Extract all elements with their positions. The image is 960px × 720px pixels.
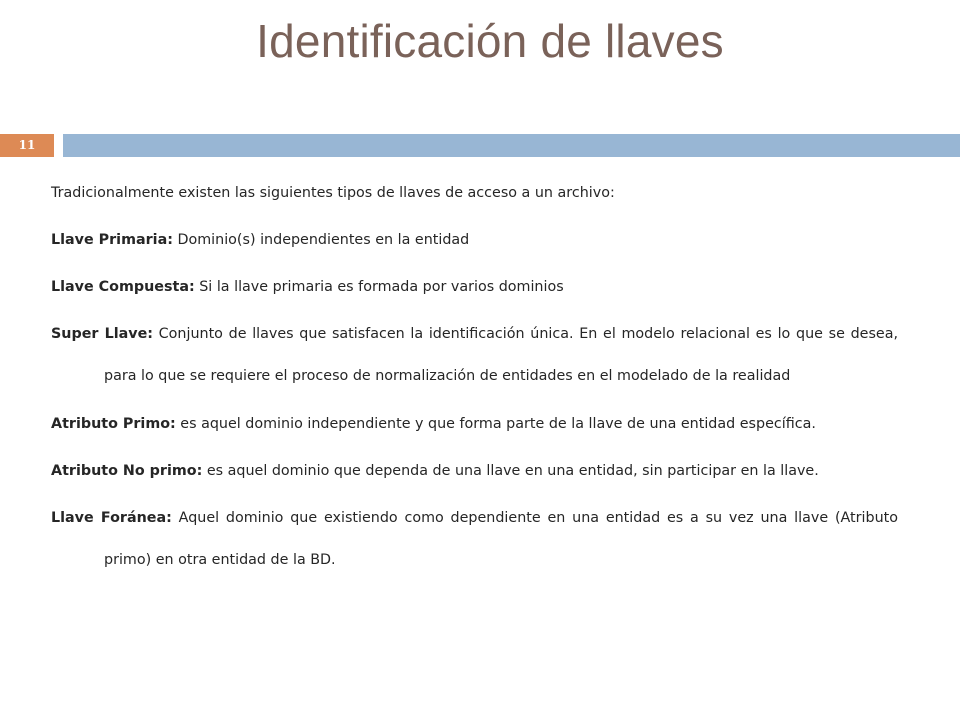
definition-term: Llave Primaria: [51,232,173,248]
definition-text: es aquel dominio que dependa de una llave en una entidad, sin participar en la llave. [202,463,819,479]
definition-term: Atributo Primo: [51,416,176,432]
definition-term: Llave Foránea: [51,510,172,526]
definition-text: Aquel dominio que existiendo como dependiente en una entidad es a su vez una llave (Atributo primo) en otra entidad de la BD. [104,510,898,568]
definition-text: Dominio(s) independientes en la entidad [172,232,470,248]
definition-term: Atributo No primo: [51,463,203,479]
intro-paragraph: Tradicionalmente existen las siguientes tipos de llaves de acceso a un archivo: [51,185,615,201]
definition-llave-compuesta [51,274,898,300]
definition-term: Super Llave: [51,326,153,342]
definition-text: Conjunto de llaves que satisfacen la identificación única. En el modelo relacional es lo que se desea, para lo que se requiere el proceso de normalización de entidades en el modelado de la realidad [104,326,898,384]
definition-text: es aquel dominio independiente y que forma parte de la llave de una entidad específica. [175,416,816,432]
slide-content [51,180,898,602]
definition-atributo-primo [51,411,898,437]
definition-super-llave [51,313,898,397]
header-bar [63,134,960,157]
definition-llave-primaria [51,227,898,253]
definition-llave-foranea [51,497,898,581]
definition-text: Si la llave primaria es formada por varios dominios [194,279,564,295]
page-title: Identificación de llaves [256,15,724,67]
definition-term: Llave Compuesta: [51,279,195,295]
definition-atributo-no-primo [51,458,898,484]
slide-number-badge: 11 [0,134,54,157]
